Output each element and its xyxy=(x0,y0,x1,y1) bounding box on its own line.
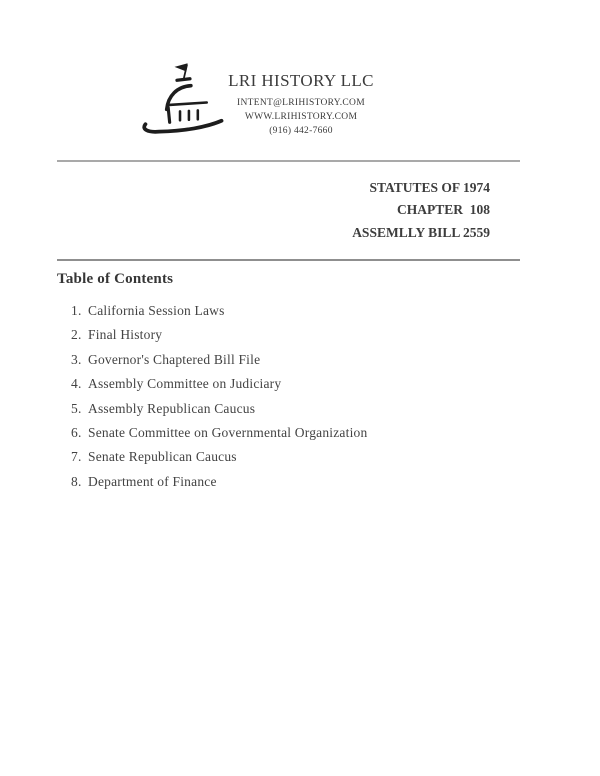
toc-item xyxy=(71,328,367,342)
letterhead xyxy=(226,71,376,138)
toc-item-label: Governor's Chaptered Bill File xyxy=(88,351,261,367)
capitol-dome-logo-icon xyxy=(137,59,227,143)
toc-item-number: 3. xyxy=(71,351,82,367)
toc-item xyxy=(71,450,367,464)
company-website: WWW.LRIHISTORY.COM xyxy=(244,112,358,122)
toc-item-number: 2. xyxy=(71,327,82,343)
toc-heading: Table of Contents xyxy=(57,271,174,287)
toc-item xyxy=(71,353,367,367)
toc-item xyxy=(71,402,367,416)
bill-line: ASSEMLLY BILL 2559 xyxy=(352,224,490,240)
bill-reference xyxy=(352,177,490,244)
toc-item-label: Senate Republican Caucus xyxy=(88,449,237,465)
toc-item-label: Assembly Republican Caucus xyxy=(88,400,256,416)
divider-top xyxy=(57,160,520,162)
toc-item xyxy=(71,426,367,440)
company-name: LRI HISTORY LLC xyxy=(228,71,374,90)
toc-item xyxy=(71,304,367,318)
toc-item-label: Senate Committee on Governmental Organization xyxy=(88,424,368,440)
chapter-line: CHAPTER 108 xyxy=(396,202,490,218)
company-email: INTENT@LRIHISTORY.COM xyxy=(237,98,365,108)
toc-item-number: 4. xyxy=(71,376,82,392)
toc-item-label: California Session Laws xyxy=(88,303,225,318)
toc-item-number: 7. xyxy=(71,449,82,465)
toc-item xyxy=(71,475,367,489)
toc-list xyxy=(71,304,367,499)
divider-bottom xyxy=(57,259,520,261)
statutes-line: STATUTES OF 1974 xyxy=(369,180,490,195)
toc-item-label: Department of Finance xyxy=(88,473,217,489)
company-phone: (916) 442-7660 xyxy=(269,126,333,136)
toc-item-number: 6. xyxy=(71,424,82,440)
toc-item-label: Assembly Committee on Judiciary xyxy=(88,376,282,392)
toc-item-label: Final History xyxy=(88,327,163,343)
toc-item-number: 5. xyxy=(71,400,82,416)
toc-item-number: 1. xyxy=(71,303,82,318)
toc-item-number: 8. xyxy=(71,473,82,489)
toc-item xyxy=(71,377,367,391)
